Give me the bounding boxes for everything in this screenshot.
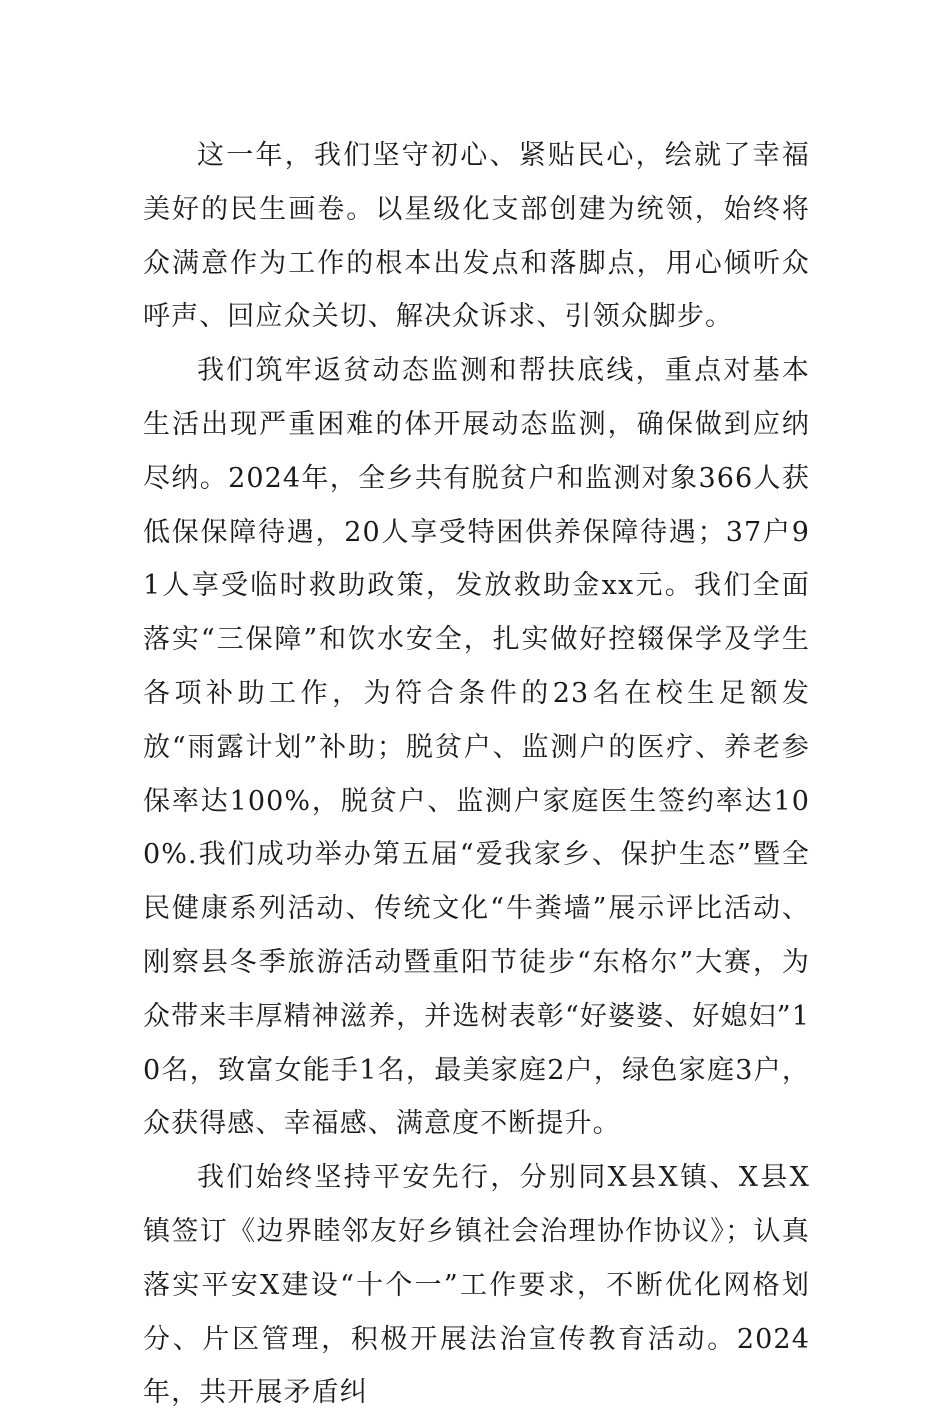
paragraph-safety: 我们始终坚持平安先行，分别同X县X镇、X县X镇签订《边界睦邻友好乡镇社会治理协作协议》；认真落实平安X建设“十个一”工作要求，不断优化网格划分、片区管理，积极开展法治宣传教育活动。2024年，共开展矛盾纠 [143, 1162, 810, 1409]
document-body [143, 129, 810, 1420]
paragraph-livelihood: 这一年，我们坚守初心、紧贴民心，绘就了幸福美好的民生画卷。以星级化支部创建为统领，始终将众满意作为工作的根本出发点和落脚点，用心倾听众呼声、回应众关切、解决众诉求、引领众脚步。 [143, 140, 810, 333]
paragraph-poverty-monitoring: 我们筑牢返贫动态监测和帮扶底线，重点对基本生活出现严重困难的体开展动态监测，确保做到应纳尽纳。2024年，全乡共有脱贫户和监测对象366人获低保保障待遇，20人享受特困供养保障待遇；37户91人享受临时救助政策，发放救助金xx元。我们全面落实“三保障”和饮水安全，扎实做好控辍保学及学生各项补助工作，为符合条件的23名在校生足额发放“雨露计划”补助；脱贫户、监测户的医疗、养老参保率达100%，脱贫户、监测户家庭医生签约率达100%.我们成功举办第五届“爱我家乡、保护生态”暨全民健康系列活动、传统文化“牛粪墙”展示评比活动、刚察县冬季旅游活动暨重阳节徒步“东格尔”大赛，为众带来丰厚精神滋养，并选树表彰“好婆婆、好媳妇”10名，致富女能手1名，最美家庭2户，绿色家庭3户，众获得感、幸福感、满意度不断提升。 [143, 355, 810, 1140]
